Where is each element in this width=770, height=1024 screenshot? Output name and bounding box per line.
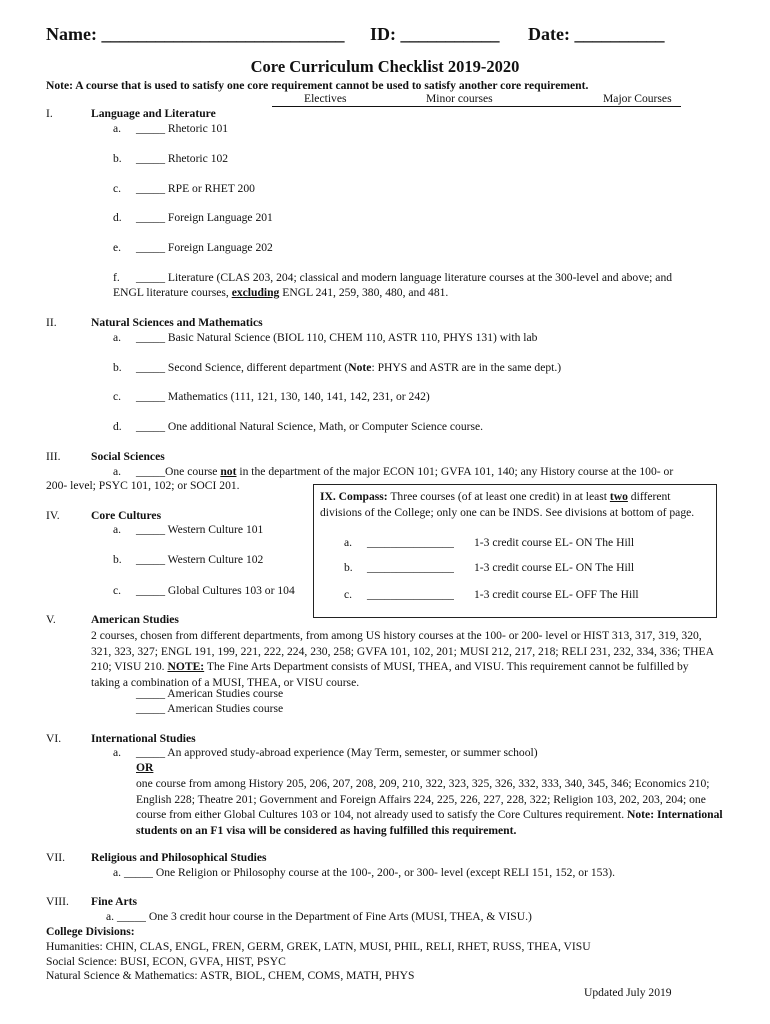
item-letter: d.: [113, 420, 122, 433]
checklist-item[interactable]: a. _____ One Religion or Philosophy course at the 100-, 200-, or 300- level (except RELI 151, 152, or 153).: [113, 866, 615, 879]
checklist-item[interactable]: _____ An approved study-abroad experience (May Term, semester, or summer school): [136, 746, 538, 759]
item-letter: c.: [113, 584, 122, 597]
section-number: II.: [46, 316, 57, 329]
section-number: V.: [46, 613, 56, 626]
checklist-item-continued: [113, 286, 448, 299]
item-letter: a.: [113, 523, 122, 536]
section-number: I.: [46, 107, 53, 120]
two-emphasis: two: [609, 490, 628, 503]
checklist-item[interactable]: _____ Western Culture 102: [136, 553, 264, 566]
or-label: OR: [136, 761, 154, 774]
item-letter: b.: [113, 361, 122, 374]
text: Three courses (of at least one credit) in at least: [387, 490, 610, 503]
checklist-item[interactable]: _____ Mathematics (111, 121, 130, 140, 141, 142, 231, or 242): [136, 390, 430, 403]
checklist-item[interactable]: _____ Literature (CLAS 203, 204; classical and modern language literature courses at the 300-level and above; and: [136, 271, 673, 284]
item-letter: e.: [113, 241, 122, 254]
checklist-item-continued: 200- level; PSYC 101, 102; or SOCI 201.: [46, 479, 240, 492]
checklist-item[interactable]: _____ Global Cultures 103 or 104: [136, 584, 295, 597]
section-number: VII.: [46, 851, 65, 864]
date-field[interactable]: Date: __________: [528, 24, 665, 44]
note-emphasis: NOTE:: [167, 660, 205, 674]
updated-date: Updated July 2019: [584, 986, 672, 999]
compass-item: 1-3 credit course EL- ON The Hill: [474, 536, 635, 549]
compass-item: 1-3 credit course EL- OFF The Hill: [474, 588, 639, 601]
section-number: IV.: [46, 509, 60, 522]
compass-label: IX. Compass:: [320, 490, 388, 503]
id-field[interactable]: ID: ___________: [370, 24, 500, 44]
compass-blank[interactable]: _______________: [367, 536, 454, 549]
name-field[interactable]: Name: ___________________________: [46, 24, 345, 44]
text: _____ Second Science, different department (: [136, 361, 349, 374]
item-letter: a.: [344, 536, 353, 549]
section-title: Fine Arts: [91, 895, 138, 908]
checklist-item[interactable]: _____ RPE or RHET 200: [136, 182, 255, 195]
item-letter: c.: [344, 588, 353, 601]
item-letter: c.: [113, 182, 122, 195]
checklist-item[interactable]: _____ American Studies course: [136, 702, 284, 715]
division-social-science: Social Science: BUSI, ECON, GVFA, HIST, PSYC: [46, 955, 286, 968]
text: ENGL literature courses,: [113, 286, 232, 299]
checklist-item[interactable]: _____ Western Culture 101: [136, 523, 264, 536]
note-emphasis: Note: [348, 361, 372, 374]
division-natural-science: Natural Science & Mathematics: ASTR, BIOL, CHEM, COMS, MATH, PHYS: [46, 969, 415, 982]
international-description: [136, 776, 726, 838]
section-number: VI.: [46, 732, 62, 745]
text: different divisions of the College; only one can be INDS. See divisions at bottom of page.: [320, 490, 695, 519]
text: : PHYS and ASTR are in the same dept.): [371, 361, 562, 374]
item-letter: a.: [113, 331, 122, 344]
column-major: Major Courses: [603, 92, 672, 105]
text: ENGL 241, 259, 380, 480, and 481.: [279, 286, 449, 299]
checklist-item[interactable]: a. _____ One 3 credit hour course in the Department of Fine Arts (MUSI, THEA, & VISU.): [106, 910, 532, 923]
checklist-item[interactable]: [136, 465, 673, 478]
core-note: Note: A course that is used to satisfy one core requirement cannot be used to satisfy another core requirement.: [46, 79, 589, 92]
f1-note: Note: International students on an F1 visa will be considered as having fulfilled this requirement.: [136, 808, 723, 837]
checklist-item[interactable]: _____ American Studies course: [136, 687, 284, 700]
column-electives: Electives: [304, 92, 347, 105]
text: _____One course: [136, 465, 221, 478]
compass-item: 1-3 credit course EL- ON The Hill: [474, 561, 635, 574]
item-letter: b.: [113, 553, 122, 566]
section-title: Religious and Philosophical Studies: [91, 851, 267, 864]
checklist-item[interactable]: _____ Rhetoric 102: [136, 152, 229, 165]
section-number: III.: [46, 450, 61, 463]
item-letter: f.: [113, 271, 120, 284]
page-title: Core Curriculum Checklist 2019-2020: [250, 57, 520, 76]
checklist-item[interactable]: _____ Basic Natural Science (BIOL 110, CHEM 110, ASTR 110, PHYS 131) with lab: [136, 331, 538, 344]
section-title: Social Sciences: [91, 450, 165, 463]
checklist-item[interactable]: [136, 361, 561, 374]
text: The Fine Arts Department consists of MUSI, THEA, and VISU. This requirement cannot be fulfilled by taking a combination of a MUSI, THEA, or VISU course.: [91, 660, 689, 689]
section-title: International Studies: [91, 732, 196, 745]
item-letter: b.: [344, 561, 353, 574]
division-humanities: Humanities: CHIN, CLAS, ENGL, FREN, GERM, GREK, LATN, MUSI, PHIL, RELI, RHET, RUSS, THEA, VISU: [46, 940, 591, 953]
checklist-item[interactable]: _____ Foreign Language 202: [136, 241, 273, 254]
compass-blank[interactable]: _______________: [367, 561, 454, 574]
divisions-title: College Divisions:: [46, 925, 135, 938]
compass-description: [320, 489, 712, 520]
checklist-item[interactable]: _____ One additional Natural Science, Math, or Computer Science course.: [136, 420, 484, 433]
checklist-item[interactable]: _____ Rhetoric 101: [136, 122, 229, 135]
text: 2 courses, chosen from different departments, from among US history courses at the 100- or 200- level or HIST 313, 317, 319, 320, 321, 323, 327; ENGL 191, 199, 221, 222, 224, 230, 258; GVFA 101, 102, 201; MUSI 212, 217, 218; RELI 231, 232, 334, 336; THEA 210; VISU 210.: [91, 629, 714, 674]
text: in the department of the major ECON 101; GVFA 101, 140; any History course at the 100- or: [236, 465, 674, 478]
not-emphasis: not: [220, 465, 237, 478]
text: one course from among History 205, 206, 207, 208, 209, 210, 322, 323, 325, 326, 332, 333, 340, 345, 346; Economics 210; English 228; Theatre 201; Government and Foreign Affairs 224, 225, 226, 227, 228, 322; Religion 103, 202, 203, 204; one course from either Global Cultures 103 or 104, not already used to satisfy the Core Cultures requirement.: [136, 777, 710, 822]
section-title: Language and Literature: [91, 107, 216, 120]
section-title: Natural Sciences and Mathematics: [91, 316, 263, 329]
item-letter: a.: [113, 465, 122, 478]
column-rule: [272, 106, 681, 107]
item-letter: c.: [113, 390, 122, 403]
item-letter: a.: [113, 746, 122, 759]
section-number: VIII.: [46, 895, 69, 908]
item-letter: d.: [113, 211, 122, 224]
american-studies-description: [91, 628, 716, 690]
section-title: American Studies: [91, 613, 179, 626]
item-letter: b.: [113, 152, 122, 165]
section-title: Core Cultures: [91, 509, 162, 522]
checklist-item[interactable]: _____ Foreign Language 201: [136, 211, 273, 224]
item-letter: a.: [113, 122, 122, 135]
compass-blank[interactable]: _______________: [367, 588, 454, 601]
column-minor: Minor courses: [426, 92, 493, 105]
excluding-emphasis: excluding: [231, 286, 280, 299]
